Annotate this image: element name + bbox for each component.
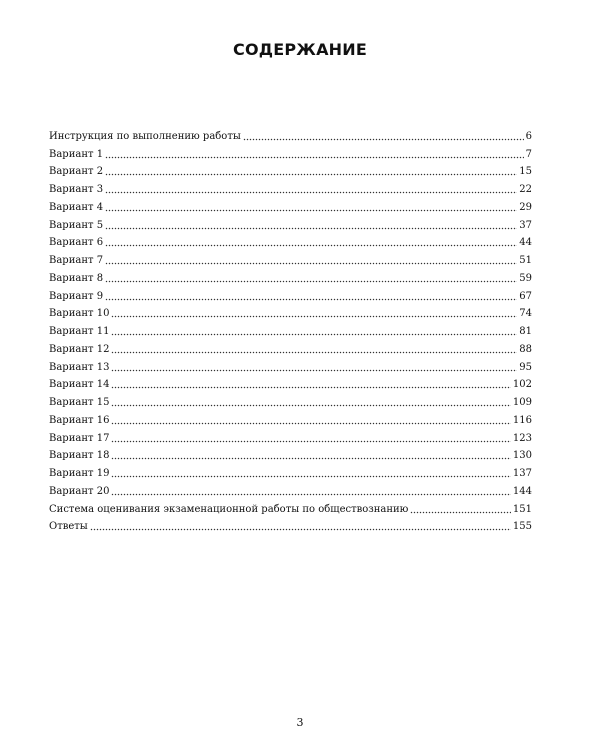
toc-entry-instructions[interactable] — [49, 125, 532, 143]
toc-entry-label: Вариант 20 — [49, 485, 110, 497]
toc-entry-label: Вариант 17 — [49, 432, 110, 444]
toc-dot-leader — [105, 280, 517, 283]
toc-entry-variant-15[interactable] — [49, 391, 532, 409]
toc-entry-label: Вариант 3 — [49, 184, 104, 195]
toc-dot-leader — [90, 528, 511, 531]
toc-entry-variant-18[interactable] — [49, 445, 532, 463]
toc-dot-leader — [111, 440, 510, 443]
toc-entry-page: 7 — [525, 148, 532, 160]
toc-dot-leader — [111, 457, 510, 460]
page-title: СОДЕРЖАНИЕ — [233, 40, 367, 59]
toc-entry-label: Вариант 19 — [49, 468, 110, 479]
toc-dot-leader — [111, 475, 510, 478]
toc-dot-leader — [105, 244, 517, 247]
toc-entry-page: 74 — [519, 308, 532, 320]
toc-entry-variant-12[interactable] — [49, 338, 532, 356]
toc-entry-answers[interactable] — [49, 516, 532, 534]
toc-entry-label: Ответы — [49, 521, 88, 533]
toc-entry-variant-19[interactable] — [49, 462, 532, 480]
toc-dot-leader — [105, 227, 517, 230]
toc-dot-leader — [111, 404, 510, 407]
toc-dot-leader — [111, 315, 517, 318]
toc-dot-leader — [105, 173, 517, 176]
toc-dot-leader — [105, 298, 517, 301]
toc-entry-label: Вариант 1 — [49, 148, 104, 160]
toc-entry-variant-2[interactable] — [49, 161, 532, 179]
toc-entry-variant-20[interactable] — [49, 480, 532, 498]
toc-entry-page: 81 — [519, 326, 532, 337]
toc-entry-page: 137 — [512, 468, 532, 479]
toc-entry-variant-13[interactable] — [49, 356, 532, 374]
toc-dot-leader — [111, 386, 510, 389]
toc-entry-variant-3[interactable] — [49, 178, 532, 196]
toc-entry-label: Вариант 13 — [49, 361, 110, 373]
toc-entry-label: Инструкция по выполнению работы — [49, 130, 241, 142]
toc-entry-variant-9[interactable] — [49, 285, 532, 303]
toc-dot-leader — [111, 333, 517, 336]
toc-entry-page: 37 — [519, 219, 532, 231]
toc-entry-page: 22 — [519, 184, 532, 195]
toc-entry-page: 155 — [512, 521, 532, 533]
toc-dot-leader — [111, 493, 510, 496]
toc-entry-variant-5[interactable] — [49, 214, 532, 232]
toc-entry-variant-16[interactable] — [49, 409, 532, 427]
toc-dot-leader — [243, 138, 524, 141]
toc-entry-page: 109 — [512, 397, 532, 408]
toc-entry-variant-8[interactable] — [49, 267, 532, 285]
toc-entry-variant-7[interactable] — [49, 249, 532, 267]
toc-entry-label: Вариант 15 — [49, 397, 110, 408]
toc-entry-grading-system[interactable] — [49, 498, 532, 516]
toc-dot-leader — [105, 209, 517, 212]
toc-entry-label: Вариант 11 — [49, 326, 110, 337]
toc-entry-page: 51 — [519, 255, 532, 266]
toc-entry-page: 116 — [512, 414, 532, 426]
toc-entry-label: Вариант 18 — [49, 450, 110, 462]
toc-entry-page: 151 — [512, 503, 532, 515]
toc-entry-variant-4[interactable] — [49, 196, 532, 214]
toc-dot-leader — [105, 262, 517, 265]
toc-dot-leader — [105, 156, 524, 159]
toc-entry-variant-17[interactable] — [49, 427, 532, 445]
toc-entry-page: 144 — [512, 485, 532, 497]
toc-entry-page: 29 — [519, 201, 532, 213]
toc-entry-variant-14[interactable] — [49, 374, 532, 392]
toc-dot-leader — [410, 511, 511, 514]
table-of-contents — [49, 125, 532, 533]
toc-entry-label: Вариант 6 — [49, 237, 104, 249]
toc-entry-label: Система оценивания экзаменационной работы по обществознанию — [49, 503, 409, 515]
toc-entry-label: Вариант 16 — [49, 414, 110, 426]
toc-entry-variant-1[interactable] — [49, 143, 532, 161]
page-number: 3 — [296, 716, 304, 729]
toc-dot-leader — [111, 351, 517, 354]
toc-dot-leader — [111, 369, 517, 372]
toc-entry-page: 15 — [519, 166, 532, 178]
toc-entry-page: 88 — [519, 343, 532, 355]
toc-entry-page: 67 — [519, 290, 532, 302]
toc-entry-label: Вариант 4 — [49, 201, 104, 213]
toc-entry-label: Вариант 14 — [49, 379, 110, 391]
toc-entry-page: 102 — [512, 379, 532, 391]
toc-entry-page: 130 — [512, 450, 532, 462]
toc-dot-leader — [105, 191, 517, 194]
toc-entry-label: Вариант 2 — [49, 166, 104, 178]
toc-dot-leader — [111, 422, 510, 425]
toc-entry-page: 95 — [519, 361, 532, 373]
toc-entry-label: Вариант 9 — [49, 290, 104, 302]
toc-entry-label: Вариант 12 — [49, 343, 110, 355]
toc-entry-variant-11[interactable] — [49, 320, 532, 338]
toc-entry-label: Вариант 10 — [49, 308, 110, 320]
toc-entry-page: 59 — [519, 272, 532, 284]
toc-entry-page: 123 — [512, 432, 532, 444]
toc-entry-label: Вариант 8 — [49, 272, 104, 284]
toc-entry-variant-10[interactable] — [49, 303, 532, 321]
toc-entry-label: Вариант 7 — [49, 255, 104, 266]
toc-entry-variant-6[interactable] — [49, 232, 532, 250]
toc-entry-label: Вариант 5 — [49, 219, 104, 231]
toc-entry-page: 44 — [519, 237, 532, 249]
toc-entry-page: 6 — [525, 130, 532, 142]
